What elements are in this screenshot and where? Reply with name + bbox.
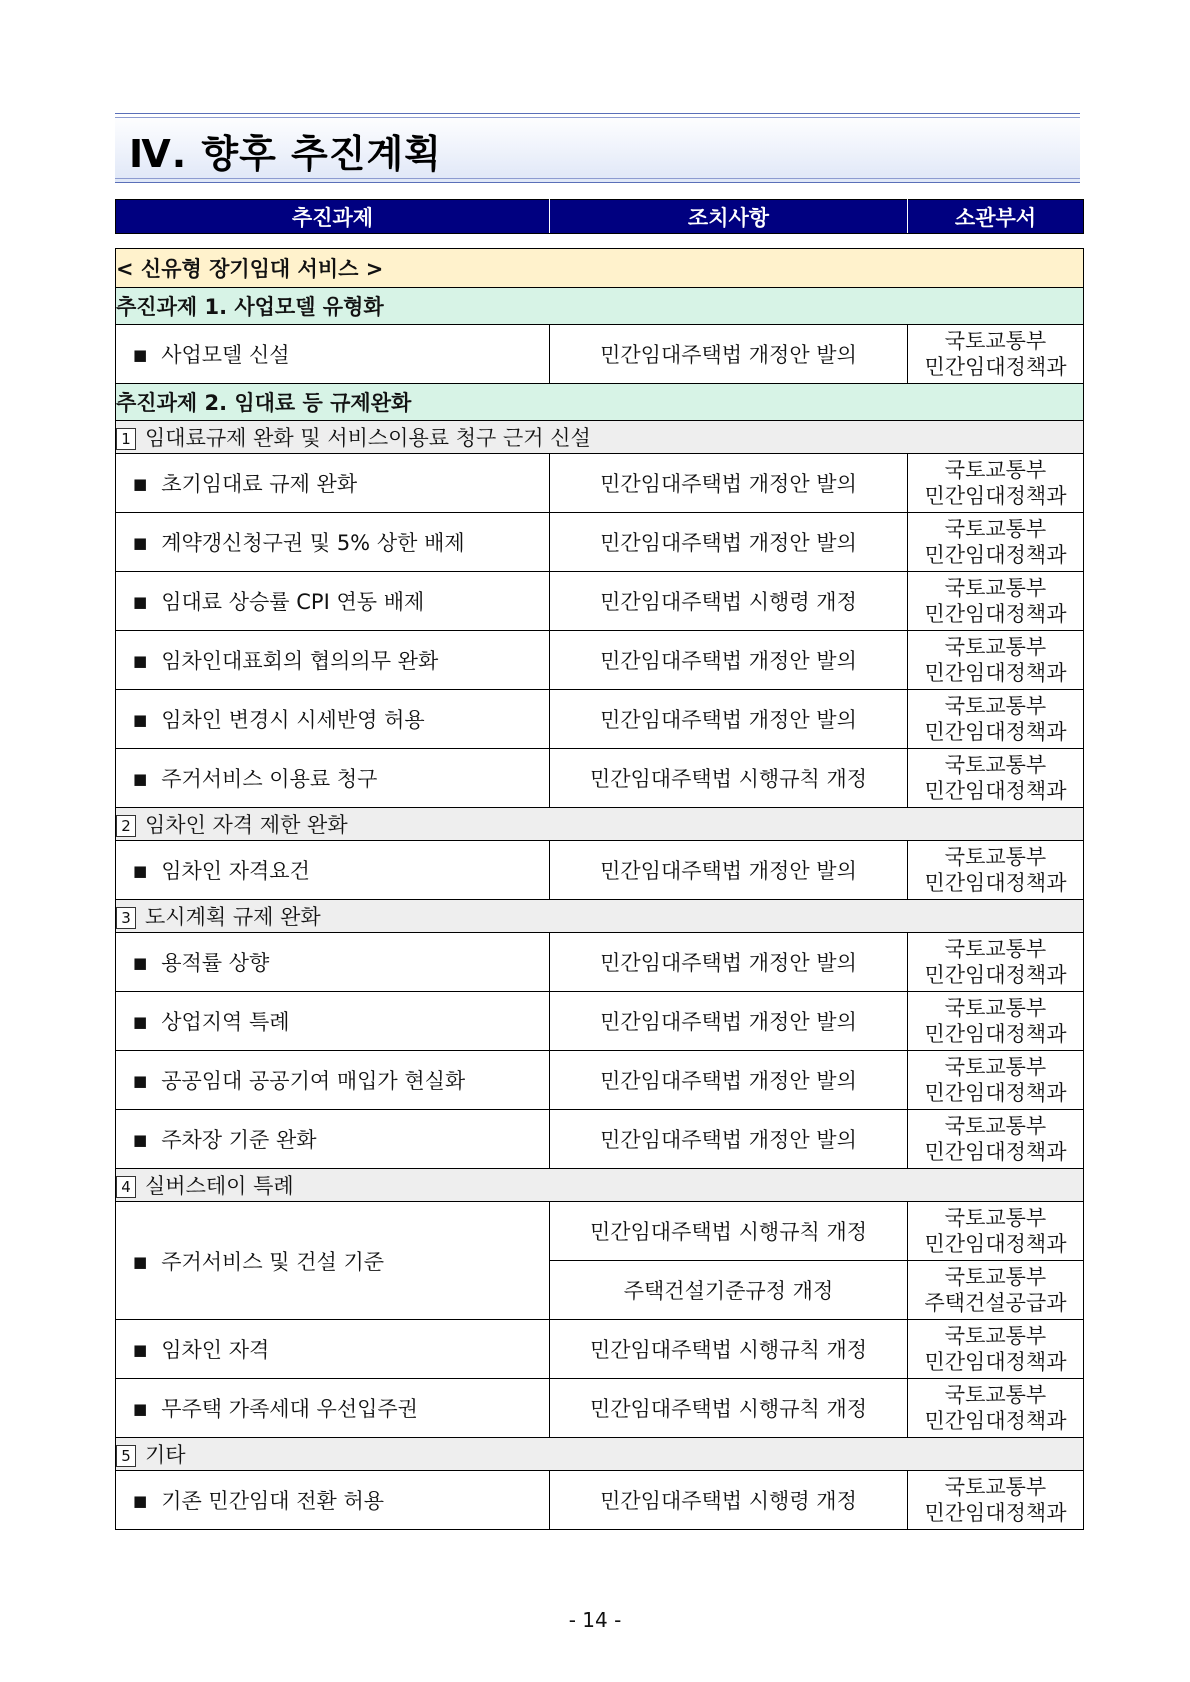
item-action: 민간임대주택법 개정안 발의: [550, 513, 908, 572]
item-name: 주차장 기준 완화: [161, 1128, 317, 1152]
item-name: 임차인 자격요건: [161, 859, 310, 883]
table-row: [116, 1379, 1084, 1438]
subgroup-title: 임차인 자격 제한 완화: [145, 813, 348, 837]
square-bullet-icon: ■: [133, 1013, 148, 1031]
item-action: 민간임대주택법 개정안 발의: [550, 690, 908, 749]
table-row: [116, 933, 1084, 992]
item-ministry: 국토교통부: [944, 996, 1047, 1020]
item-name: 기존 민간임대 전환 허용: [161, 1489, 385, 1513]
item-action: 민간임대주택법 개정안 발의: [550, 325, 908, 384]
item-name: 용적률 상향: [161, 951, 270, 975]
square-bullet-icon: ■: [133, 1400, 148, 1418]
item-division: 민간임대정책과: [924, 1409, 1067, 1433]
item-ministry: 국토교통부: [944, 937, 1047, 961]
square-bullet-icon: ■: [133, 475, 148, 493]
item-name: 임차인대표회의 협의의무 완화: [161, 649, 439, 673]
item-name: 임대료 상승률 CPI 연동 배제: [161, 590, 425, 614]
section-title-bar: [115, 113, 1080, 183]
item-ministry: 국토교통부: [944, 329, 1047, 353]
item-division: 민간임대정책과: [924, 1081, 1067, 1105]
subgroup-number: 3: [116, 907, 136, 929]
item-division: 민간임대정책과: [924, 484, 1067, 508]
item-ministry: 국토교통부: [944, 576, 1047, 600]
item-ministry: 국토교통부: [944, 1114, 1047, 1138]
table-row: [116, 1202, 1084, 1261]
item-ministry: 국토교통부: [944, 1055, 1047, 1079]
item-action: 민간임대주택법 시행규칙 개정: [550, 1202, 908, 1261]
header-task: 추진과제: [116, 200, 550, 234]
square-bullet-icon: ■: [133, 652, 148, 670]
subgroup-row: [116, 421, 1084, 454]
square-bullet-icon: ■: [133, 711, 148, 729]
table-row: [116, 749, 1084, 808]
item-action: 민간임대주택법 개정안 발의: [550, 992, 908, 1051]
header-department: 소관부서: [908, 200, 1084, 234]
subgroup-number: 5: [116, 1445, 136, 1467]
table-row: [116, 513, 1084, 572]
item-division: 민간임대정책과: [924, 1022, 1067, 1046]
square-bullet-icon: ■: [133, 770, 148, 788]
square-bullet-icon: ■: [133, 954, 148, 972]
item-name: 임차인 자격: [161, 1338, 270, 1362]
table-row: [116, 992, 1084, 1051]
subgroup-row: [116, 1438, 1084, 1471]
square-bullet-icon: ■: [133, 1072, 148, 1090]
square-bullet-icon: ■: [133, 1252, 148, 1271]
page-number: - 14 -: [568, 1608, 622, 1632]
item-action: 민간임대주택법 시행령 개정: [550, 572, 908, 631]
item-action: 주택건설기준규정 개정: [550, 1261, 908, 1320]
subgroup-title: 기타: [145, 1443, 186, 1467]
item-division: 민간임대정책과: [924, 602, 1067, 626]
item-ministry: 국토교통부: [944, 1475, 1047, 1499]
table-row: [116, 1320, 1084, 1379]
item-division: 민간임대정책과: [924, 963, 1067, 987]
square-bullet-icon: ■: [133, 1492, 148, 1510]
item-ministry: 국토교통부: [944, 1265, 1047, 1289]
item-ministry: 국토교통부: [944, 1383, 1047, 1407]
item-name: 사업모델 신설: [161, 343, 290, 367]
item-name: 임차인 변경시 시세반영 허용: [161, 708, 425, 732]
item-division: 민간임대정책과: [924, 543, 1067, 567]
item-division: 민간임대정책과: [924, 1501, 1067, 1525]
task-label: 추진과제 2. 임대료 등 규제완화: [116, 384, 1084, 421]
item-action: 민간임대주택법 시행령 개정: [550, 1471, 908, 1530]
square-bullet-icon: ■: [133, 862, 148, 880]
table-row: [116, 841, 1084, 900]
subgroup-title: 임대료규제 완화 및 서비스이용료 청구 근거 신설: [145, 426, 591, 450]
subgroup-row: [116, 900, 1084, 933]
item-name: 주거서비스 및 건설 기준: [161, 1249, 385, 1274]
service-category-label: < 신유형 장기임대 서비스 >: [116, 249, 1084, 288]
item-division: 민간임대정책과: [924, 1232, 1067, 1256]
item-action: 민간임대주택법 개정안 발의: [550, 454, 908, 513]
table-row: [116, 1051, 1084, 1110]
table-row: [116, 325, 1084, 384]
item-action: 민간임대주택법 시행규칙 개정: [550, 1379, 908, 1438]
item-ministry: 국토교통부: [944, 1324, 1047, 1348]
subgroup-number: 2: [116, 815, 136, 837]
square-bullet-icon: ■: [133, 1131, 148, 1149]
subgroup-title: 도시계획 규제 완화: [145, 905, 321, 929]
table-row: [116, 454, 1084, 513]
header-action: 조치사항: [550, 200, 908, 234]
item-ministry: 국토교통부: [944, 845, 1047, 869]
item-ministry: 국토교통부: [944, 694, 1047, 718]
item-name: 계약갱신청구권 및 5% 상한 배제: [161, 531, 465, 555]
section-title: Ⅳ. 향후 추진계획: [129, 132, 442, 176]
item-division: 민간임대정책과: [924, 1140, 1067, 1164]
item-ministry: 국토교통부: [944, 458, 1047, 482]
subgroup-title: 실버스테이 특례: [145, 1174, 294, 1198]
table-row: [116, 1471, 1084, 1530]
square-bullet-icon: ■: [133, 593, 148, 611]
plan-table: [115, 199, 1084, 1530]
subgroup-number: 1: [116, 428, 136, 450]
item-ministry: 국토교통부: [944, 517, 1047, 541]
item-name: 공공임대 공공기여 매입가 현실화: [161, 1069, 466, 1093]
item-name: 상업지역 특례: [161, 1010, 290, 1034]
item-division: 민간임대정책과: [924, 1350, 1067, 1374]
item-action: 민간임대주택법 시행규칙 개정: [550, 1320, 908, 1379]
task-row: [116, 384, 1084, 421]
table-row: [116, 631, 1084, 690]
item-division: 민간임대정책과: [924, 779, 1067, 803]
subgroup-row: [116, 1169, 1084, 1202]
item-action: 민간임대주택법 개정안 발의: [550, 1110, 908, 1169]
subgroup-row: [116, 808, 1084, 841]
item-action: 민간임대주택법 개정안 발의: [550, 631, 908, 690]
item-ministry: 국토교통부: [944, 1206, 1047, 1230]
table-row: [116, 690, 1084, 749]
item-action: 민간임대주택법 개정안 발의: [550, 933, 908, 992]
table-row: [116, 572, 1084, 631]
item-name: 주거서비스 이용료 청구: [161, 767, 378, 791]
square-bullet-icon: ■: [133, 346, 148, 364]
task-label: 추진과제 1. 사업모델 유형화: [116, 288, 1084, 325]
item-name: 무주택 가족세대 우선입주권: [161, 1397, 418, 1421]
item-division: 주택건설공급과: [924, 1291, 1067, 1315]
task-row: [116, 288, 1084, 325]
table-row: [116, 1110, 1084, 1169]
item-division: 민간임대정책과: [924, 871, 1067, 895]
square-bullet-icon: ■: [133, 1341, 148, 1359]
item-ministry: 국토교통부: [944, 753, 1047, 777]
item-division: 민간임대정책과: [924, 661, 1067, 685]
service-category-row: [116, 249, 1084, 288]
table-header-row: [116, 200, 1084, 234]
item-action: 민간임대주택법 개정안 발의: [550, 841, 908, 900]
square-bullet-icon: ■: [133, 534, 148, 552]
item-action: 민간임대주택법 개정안 발의: [550, 1051, 908, 1110]
subgroup-number: 4: [116, 1176, 136, 1198]
item-name: 초기임대료 규제 완화: [161, 472, 358, 496]
item-division: 민간임대정책과: [924, 720, 1067, 744]
item-ministry: 국토교통부: [944, 635, 1047, 659]
item-division: 민간임대정책과: [924, 355, 1067, 379]
item-action: 민간임대주택법 시행규칙 개정: [550, 749, 908, 808]
